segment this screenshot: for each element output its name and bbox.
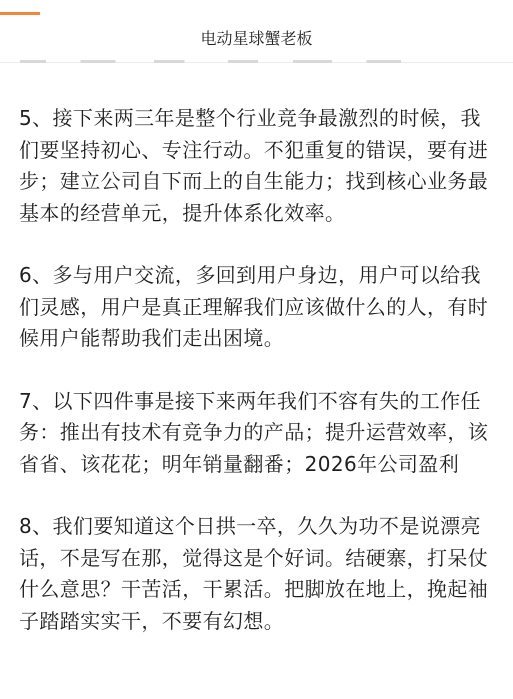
- paragraph-5: 5、接下来两三年是整个行业竞争最激烈的时候，我们要坚持初心、专注行动。不犯重复的错误，要有进步；建立公司自下而上的自生能力；找到核心业务最基本的经营单元，提升体系化效率。: [19, 106, 489, 225]
- paragraph-7: 7、以下四件事是接下来两年我们不容有失的工作任务：推出有技术有竞争力的产品；提升运营效率，该省省、该花花；明年销量翻番；2026年公司盈利: [19, 388, 489, 476]
- active-tab-indicator: [0, 12, 40, 15]
- paragraph-8: 8、我们要知道这个日拱一卒，久久为功不是说漂亮话，不是写在那，觉得这是个好词。结硬寨，打呆仗什么意思？干苦活，干累活。把脚放在地上，挽起袖子踏踏实实干，不要有幻想。: [19, 514, 489, 633]
- top-bar: [0, 0, 513, 63]
- cropped-previous-line: [20, 60, 453, 70]
- page-title: 电动星球蟹老板: [200, 29, 313, 48]
- article-body: [19, 103, 493, 668]
- paragraph-6: 6、多与用户交流，多回到用户身边，用户可以给我们灵感，用户是真正理解我们应该做什么的人，有时候用户能帮助我们走出困境。: [19, 263, 489, 350]
